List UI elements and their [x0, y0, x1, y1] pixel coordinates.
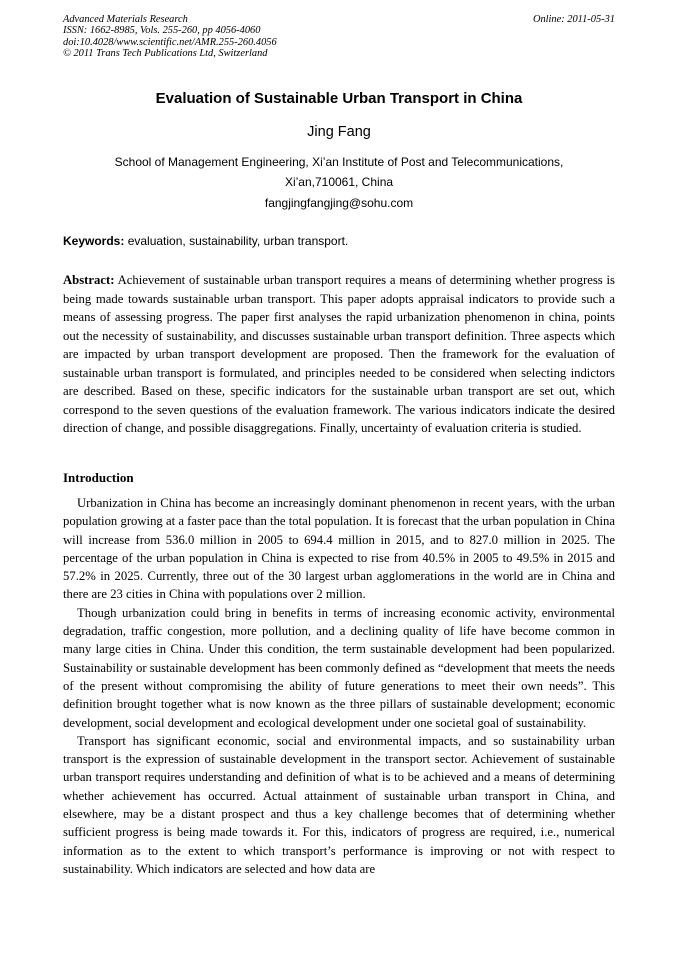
affiliation-line-1: School of Management Engineering, Xi’an Institute of Post and Telecommunications,: [114, 155, 564, 169]
online-date: Online: 2011-05-31: [532, 14, 615, 25]
paper-title: Evaluation of Sustainable Urban Transport in China: [155, 90, 523, 107]
paragraph: Transport has significant economic, social and environmental impacts, and so sustainability urban transport is the expression of sustainable development in the transport sector. Achievement of sustainable urban transport requires understanding and definition of what is to be achieved and a means of determining whether achievement has occurred. Actual attainment of sustainable urban transport in China, and elsewhere, may be a distant prospect and thus a key challenge becomes that of determining whether sufficient progress is being made towards it. For this, indicators of progress are required, i.e., numerical information as to the extent to which transport’s performance is improving or not with respect to sustainability. Which indicators are selected and how data are: [63, 733, 615, 876]
abstract: [63, 271, 615, 438]
section-heading-introduction: Introduction: [63, 470, 134, 485]
keywords-label: Keywords:: [63, 234, 125, 248]
introduction-body: [63, 494, 615, 878]
keywords-text: evaluation, sustainability, urban transport.: [124, 234, 349, 248]
issn-line: ISSN: 1662-8985, Vols. 255-260, pp 4056-4060: [63, 25, 261, 37]
affiliation-line-2: Xi’an,710061, China: [284, 175, 394, 189]
author-name: Jing Fang: [307, 124, 371, 140]
doi-line: doi:10.4028/www.scientific.net/AMR.255-260.4056: [63, 36, 277, 48]
abstract-text: Achievement of sustainable urban transport requires a means of determining whether progress is being made towards sustainable urban transport. This paper adopts appraisal indicators to provide such a means of assessing progress. The paper first analyses the rapid urbanization phenomenon in china, points out the necessity of sustainability, and discusses sustainable urban transport definition. Three aspects which are impacted by urban transport development are proposed. Then the framework for the evaluation of sustainable urban transport is formulated, and principles needed to be considered when selecting indictors are described. Based on these, specific indicators for the sustainable urban transport are set out, which correspond to the seven questions of the evaluation framework. The various indicators indicate the desired direction of change, and possible disaggregations. Finally, uncertainty of evaluation criteria is studied.: [63, 273, 615, 435]
paragraph: Though urbanization could bring in benefits in terms of increasing economic activity, environmental degradation, traffic congestion, more pollution, and a declining quality of life have become common in many large cities in China. Under this condition, the term sustainable development had been popularized. Sustainability or sustainable development has been commonly defined as “development that meets the needs of the present without compromising the ability of future generations to meet their own needs”. This definition brought together what is now known as the three pillars of sustainable development; economic development, social development and ecological development under one societal goal of sustainability.: [63, 605, 615, 730]
affiliation: [63, 152, 615, 192]
abstract-label: Abstract:: [63, 273, 115, 287]
copyright-line: © 2011 Trans Tech Publications Ltd, Switzerland: [63, 48, 268, 60]
journal-header: [63, 14, 615, 60]
keywords: [63, 234, 615, 248]
journal-name: Advanced Materials Research: [63, 14, 188, 25]
paragraph: Urbanization in China has become an increasingly dominant phenomenon in recent years, with the urban population growing at a faster pace than the total population. It is forecast that the urban population in China will increase from 536.0 million in 2005 to 694.4 million in 2015, and to 827.0 million in 2025. The percentage of the urban population in China is expected to rise from 40.5% in 2005 to 49.5% in 2015 and 57.2% in 2025. Currently, three out of the 30 largest urban agglomerations in the world are in China and there are 23 cities in China with populations over 2 million.: [63, 496, 615, 602]
author-email: fangjingfangjing@sohu.com: [264, 196, 414, 210]
